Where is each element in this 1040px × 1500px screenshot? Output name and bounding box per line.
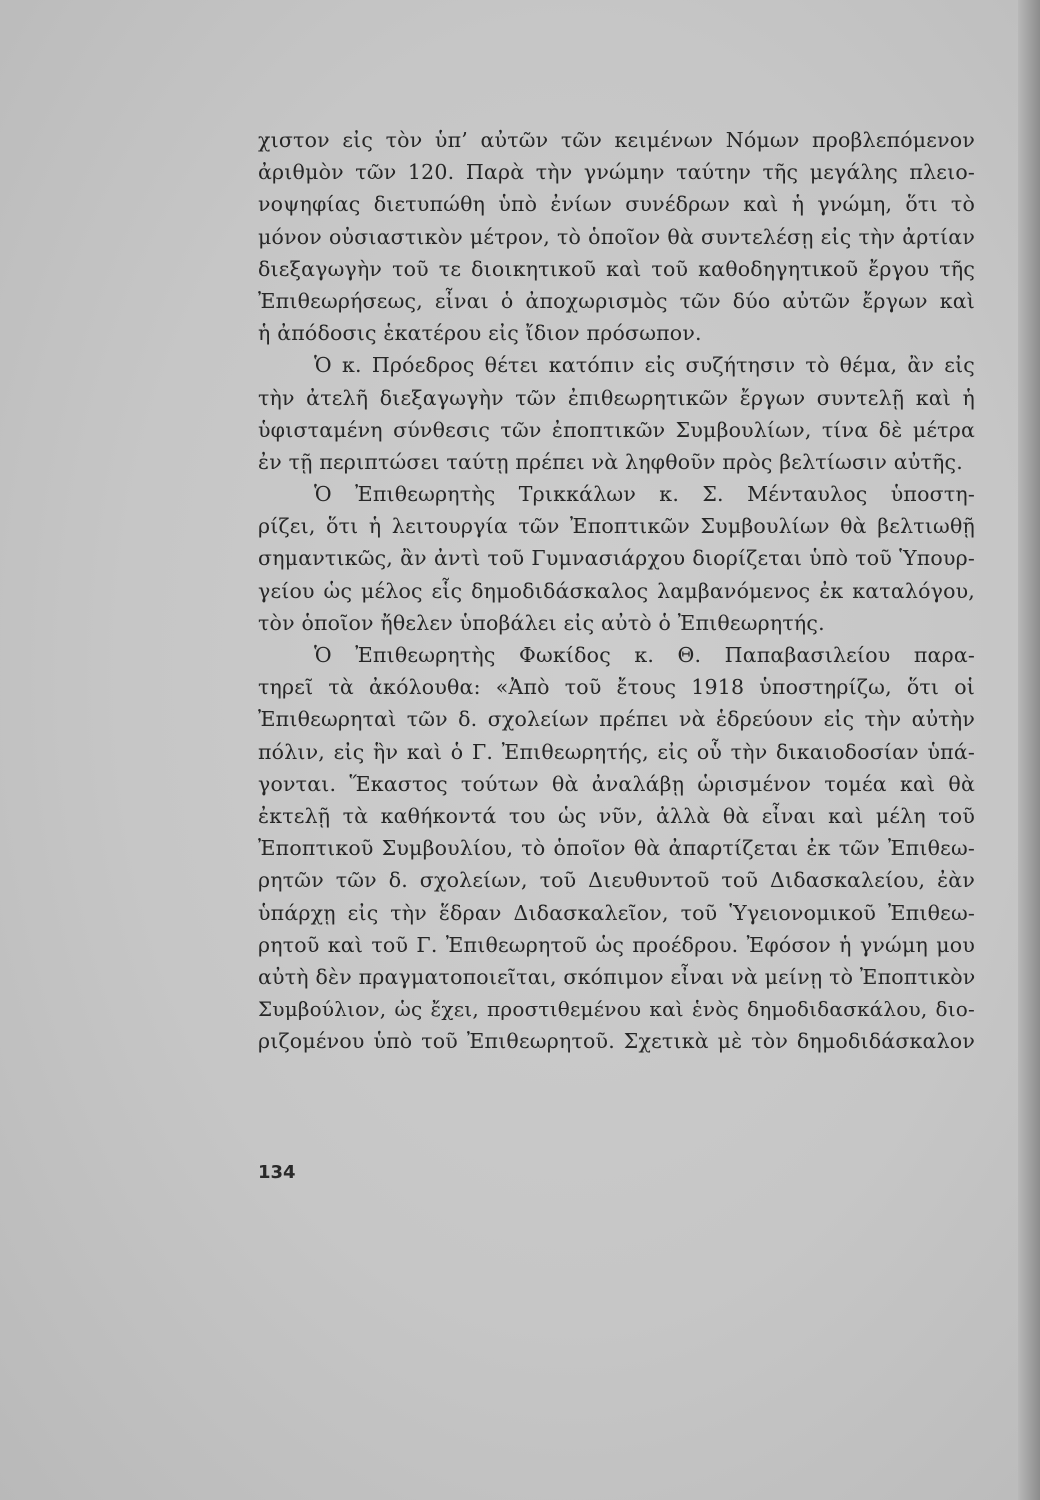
text-line: τὴν ἀτελῆ διεξαγωγὴν τῶν ἐπιθεωρητικῶν ἔργων συντελῇ καὶ ἡ <box>258 385 975 410</box>
text-line: ἐκτελῇ τὰ καθήκοντά του ὡς νῦν, ἀλλὰ θὰ εἶναι καὶ μέλη τοῦ <box>258 803 975 828</box>
text-line: τηρεῖ τὰ ἀκόλουθα: «Ἀπὸ τοῦ ἔτους 1918 ὑποστηρίζω, ὅτι οἱ <box>258 675 975 700</box>
text-line: μόνον οὐσιαστικὸν μέτρον, τὸ ὁποῖον θὰ συντελέσῃ εἰς τὴν ἀρτίαν <box>258 224 975 249</box>
text-line: ρίζει, ὅτι ἡ λειτουργία τῶν Ἐποπτικῶν Συμβουλίων θὰ βελτιωθῇ <box>258 514 975 539</box>
text-line: ἡ ἀπόδοσις ἑκατέρου εἰς ἴδιον πρόσωπον. <box>258 321 702 346</box>
text-line: πόλιν, εἰς ἣν καὶ ὁ Γ. Ἐπιθεωρητής, εἰς οὗ τὴν δικαιοδοσίαν ὑπά- <box>258 739 975 764</box>
text-line: χιστον εἰς τὸν ὑπ’ αὐτῶν τῶν κειμένων Νόμων προβλεπόμενον <box>258 128 975 152</box>
text-line: Συμβούλιον, ὡς ἔχει, προστιθεμένου καὶ ἑνὸς δημοδιδασκάλου, διο- <box>258 997 975 1022</box>
text-line: ὑφισταμένη σύνθεσις τῶν ἐποπτικῶν Συμβουλίων, τίνα δὲ μέτρα <box>258 417 975 442</box>
text-line: αὐτὴ δὲν πραγματοποιεῖται, σκόπιμον εἶναι νὰ μείνῃ τὸ Ἐποπτικὸν <box>258 964 976 989</box>
text-line: Ἐπιθεωρηταὶ τῶν δ. σχολείων πρέπει νὰ ἑδρεύουν εἰς τὴν αὐτὴν <box>258 707 975 732</box>
text-line: Ὁ κ. Πρόεδρος θέτει κατόπιν εἰς συζήτησιν τὸ θέμα, ἂν εἰς <box>314 353 975 378</box>
text-line: ὑπάρχῃ εἰς τὴν ἕδραν Διδασκαλεῖον, τοῦ Ὑγειονομικοῦ Ἐπιθεω- <box>258 900 975 925</box>
body-text <box>258 124 975 1057</box>
text-line: Ὁ Ἐπιθεωρητὴς Φωκίδος κ. Θ. Παπαβασιλείου παρα- <box>314 643 975 667</box>
page-number: 134 <box>258 1162 296 1183</box>
text-line: ριζομένου ὑπὸ τοῦ Ἐπιθεωρητοῦ. Σχετικὰ μὲ τὸν δημοδιδάσκαλον <box>258 1029 975 1054</box>
text-line: τὸν ὁποῖον ἤθελεν ὑποβάλει εἰς αὐτὸ ὁ Ἐπιθεωρητής. <box>258 610 825 635</box>
text-line: σημαντικῶς, ἂν ἀντὶ τοῦ Γυμνασιάρχου διορίζεται ὑπὸ τοῦ Ὑπουρ- <box>258 546 975 571</box>
text-line: διεξαγωγὴν τοῦ τε διοικητικοῦ καὶ τοῦ καθοδηγητικοῦ ἔργου τῆς <box>258 256 975 281</box>
text-line: νοψηφίας διετυπώθη ὑπὸ ἐνίων συνέδρων καὶ ἡ γνώμη, ὅτι τὸ <box>258 192 975 217</box>
text-line: Ἐπιθεωρήσεως, εἶναι ὁ ἀποχωρισμὸς τῶν δύο αὐτῶν ἔργων καὶ <box>258 288 975 313</box>
text-line: ρητοῦ καὶ τοῦ Γ. Ἐπιθεωρητοῦ ὡς προέδρου. Ἐφόσον ἡ γνώμη μου <box>258 932 975 957</box>
text-line: ἀριθμὸν τῶν 120. Παρὰ τὴν γνώμην ταύτην τῆς μεγάλης πλειο- <box>258 160 975 185</box>
text-line: ρητῶν τῶν δ. σχολείων, τοῦ Διευθυντοῦ τοῦ Διδασκαλείου, ἐὰν <box>258 868 975 893</box>
text-line: ἐν τῇ περιπτώσει ταύτῃ πρέπει νὰ ληφθοῦν πρὸς βελτίωσιν αὐτῆς. <box>258 449 963 474</box>
page-edge-shadow <box>1018 0 1040 1500</box>
text-line: γονται. Ἕκαστος τούτων θὰ ἀναλάβῃ ὡρισμένον τομέα καὶ θὰ <box>258 771 975 796</box>
text-line: Ἐποπτικοῦ Συμβουλίου, τὸ ὁποῖον θὰ ἀπαρτίζεται ἐκ τῶν Ἐπιθεω- <box>258 836 975 861</box>
text-line: Ὁ Ἐπιθεωρητὴς Τρικκάλων κ. Σ. Μένταυλος ὑποστη- <box>314 482 975 507</box>
text-line: γείου ὡς μέλος εἷς δημοδιδάσκαλος λαμβανόμενος ἐκ καταλόγου, <box>258 578 975 603</box>
